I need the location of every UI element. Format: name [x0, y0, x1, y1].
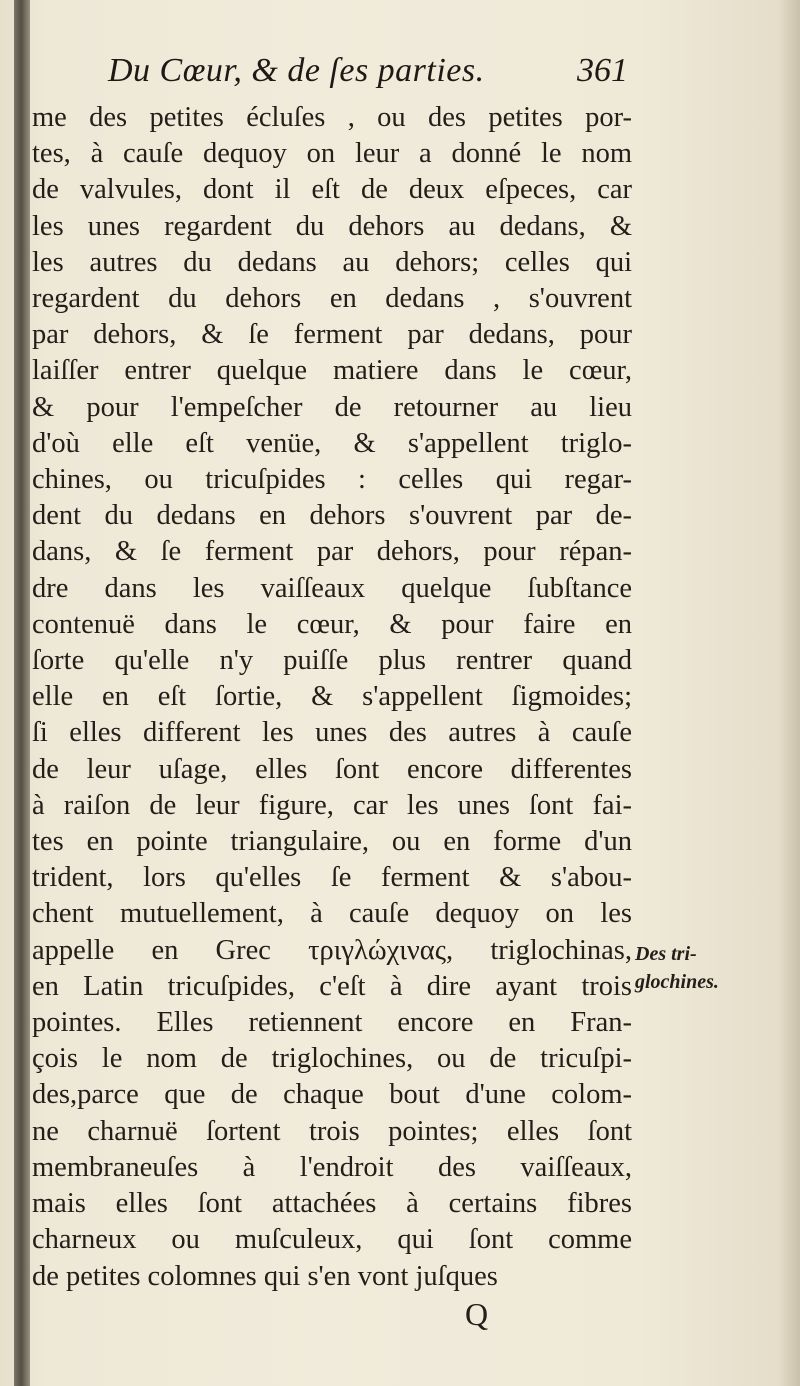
text-line: les unes regardent du dehors au dedans, & [32, 210, 632, 242]
binding-gutter [14, 0, 30, 1386]
text-line: & pour l'empeſcher de retourner au lieu [32, 391, 632, 423]
text-line: charneux ou muſculeux, qui ſont comme [32, 1224, 632, 1256]
text-line: à raiſon de leur figure, car les unes ſont fai- [32, 789, 632, 821]
page-edge-shadow [778, 0, 800, 1386]
running-head: Du Cœur, & de ſes parties. [108, 52, 485, 89]
page-number: 361 [577, 52, 628, 89]
text-line: laiſſer entrer quelque matiere dans le cœur, [32, 355, 632, 387]
text-line: les autres du dedans au dehors; celles qui [32, 246, 632, 278]
body-text [32, 100, 632, 1295]
catchword: Q [465, 1296, 489, 1332]
text-line: regardent du dehors en dedans , s'ouvrent [32, 283, 632, 315]
text-line: chines, ou tricuſpides : celles qui regar- [32, 464, 632, 496]
text-line: ne charnuë ſortent trois pointes; elles ſont [32, 1115, 632, 1147]
text-line: de petites colomnes qui s'en vont juſques [32, 1260, 498, 1292]
text-line: appelle en Grec τριγλώχινας, triglochinas, [32, 934, 632, 966]
text-line: tes, à cauſe dequoy on leur a donné le nom [32, 138, 632, 170]
text-line: membraneuſes à l'endroit des vaiſſeaux, [32, 1151, 632, 1183]
text-line: par dehors, & ſe ferment par dedans, pour [32, 319, 632, 351]
text-line: contenuë dans le cœur, & pour faire en [32, 608, 632, 640]
text-line: des,parce que de chaque bout d'une colom- [32, 1079, 632, 1111]
text-line: d'où elle eſt venüe, & s'appellent triglo- [32, 427, 632, 459]
text-line: tes en pointe triangulaire, ou en forme d'un [32, 826, 632, 858]
text-line: en Latin tricuſpides, c'eſt à dire ayant trois [32, 970, 632, 1002]
text-line: ſorte qu'elle n'y puiſſe plus rentrer quand [32, 645, 632, 677]
text-line: elle en eſt ſortie, & s'appellent ſigmoides; [32, 681, 632, 713]
text-line: dent du dedans en dehors s'ouvrent par de- [32, 500, 632, 532]
text-line: çois le nom de triglochines, ou de tricuſpi- [32, 1043, 632, 1075]
margin-note [635, 940, 795, 996]
text-line: dre dans les vaiſſeaux quelque ſubſtance [32, 572, 632, 604]
text-line: de leur uſage, elles ſont encore differentes [32, 753, 632, 785]
page-header [108, 52, 628, 100]
text-line: pointes. Elles retiennent encore en Fran- [32, 1007, 632, 1039]
text-line: chent mutuellement, à cauſe dequoy on les [32, 898, 632, 930]
text-line: de valvules, dont il eſt de deux eſpeces, car [32, 174, 632, 206]
text-line: dans, & ſe ferment par dehors, pour répan- [32, 536, 632, 568]
margin-note-line: Des tri- [635, 943, 697, 965]
text-line: mais elles ſont attachées à certains fibres [32, 1188, 632, 1220]
margin-note-line: glochines. [635, 971, 719, 993]
text-line: trident, lors qu'elles ſe ferment & s'abou- [32, 862, 632, 894]
text-line: me des petites écluſes , ou des petites por- [32, 102, 632, 133]
text-line: ſi elles different les unes des autres à cauſe [32, 717, 632, 749]
